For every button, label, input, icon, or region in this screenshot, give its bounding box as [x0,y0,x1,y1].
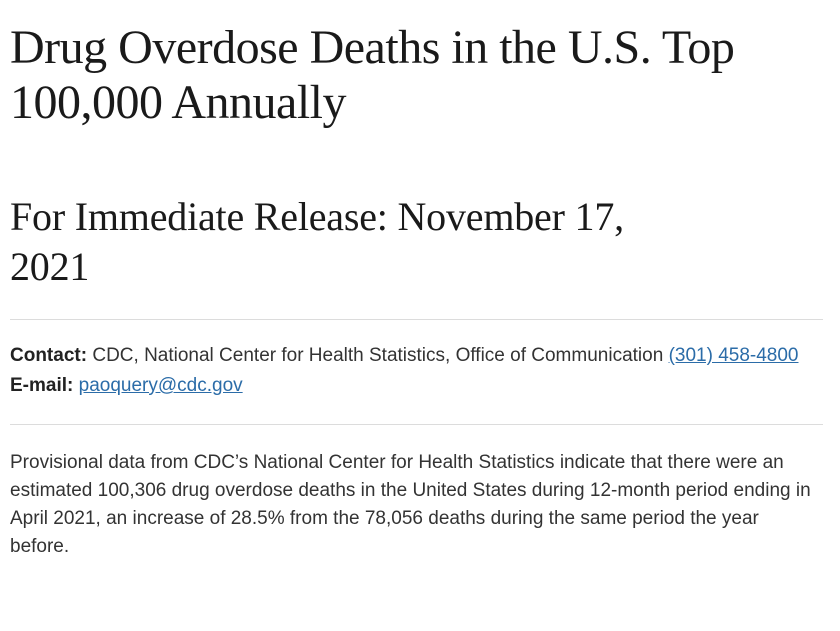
body-paragraph: Provisional data from CDC’s National Center for Health Statistics indicate that there were an estimated 100,306 drug overdose deaths in the United States during 12-month period ending in April 2021, an increase of 28.5% from the 78,056 deaths during the same period the year before. [10,452,811,557]
email-address-link[interactable]: paoquery@cdc.gov [78,375,243,396]
divider-top [10,319,823,320]
contact-text: CDC, National Center for Health Statistics, Office of Communication [92,345,664,366]
contact-label: Contact: [10,345,88,366]
contact-line [10,341,823,371]
release-date-heading: For Immediate Release: November 17, 2021 [10,194,624,289]
email-line [10,371,823,401]
page-title: Drug Overdose Deaths in the U.S. Top 100,000 Annually [10,21,735,129]
contact-block [10,341,823,401]
email-label: E-mail: [10,375,74,396]
contact-phone-link[interactable]: (301) 458-4800 [668,345,799,366]
divider-bottom [10,424,823,425]
